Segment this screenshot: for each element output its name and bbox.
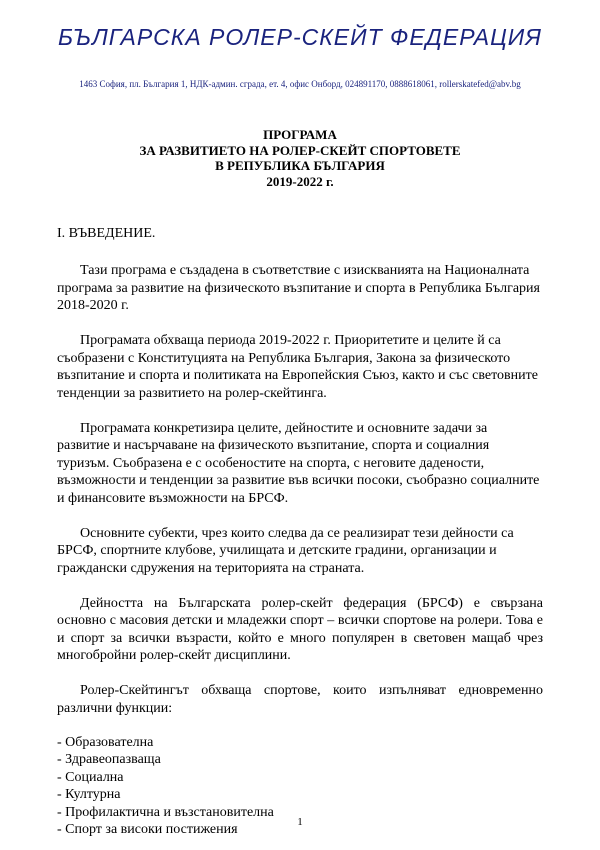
paragraph: Ролер-Скейтингът обхваща спортове, които изпълняват едновременно различни функции: [57,683,543,716]
paragraph: Тази програма е създадена в съответствие с изискванията на Националната програма за развитие на физическото възпитание и спорта в Република България 2018-2020 г. [57,263,540,313]
federation-address: 1463 София, пл. България 1, НДК-админ. сграда, ет. 4, офис Онборд, 024891170, 0888618061, rollerskatefed@abv.bg [79,79,521,89]
list-item: - Културна [57,787,121,802]
list-item: - Образователна [57,734,154,750]
paragraph: Програмата конкретизира целите, дейностите и основните задачи за развитие и насърчаване на физическото възпитание, спорта и социалния туризъм. Съобразена е с особеностите на спорта, с неговите дадености, възможности и тенденции за развитие във всички посоки, съобразно социалните и финансовите възможности на БРСФ. [57,420,540,506]
list-item: - Спорт за високи постижения [57,822,238,837]
paragraph: Дейността на Българската ролер-скейт федерация (БРСФ) е свързана основно с масовия детски и младежки спорт – всички спортове на ролери. Това е и спорт за всички възрасти, който е много популярен в световен мащаб чрез многобройни ролер-скейт дисциплини. [57,595,543,663]
paragraph: Основните субекти, чрез които следва да се реализират тези дейности са БРСФ, спортните клубове, училищата и детските градини, организации и граждански сдружения на територията на страната. [57,525,514,576]
list-item: - Здравеопазваща [57,752,161,767]
list-item: - Профилактична и възстановителна [57,804,274,820]
federation-title: БЪЛГАРСКА РОЛЕР-СКЕЙТ ФЕДЕРАЦИЯ [58,24,542,50]
document-body [57,262,543,839]
program-title-line-4: 2019-2022 г. [266,173,334,189]
program-title-line-3: В РЕПУБЛИКА БЪЛГАРИЯ [215,158,385,173]
list-item: - Социална [57,769,124,785]
program-title [0,127,600,189]
section-heading: I. ВЪВЕДЕНИЕ. [57,226,156,241]
page-number: 1 [297,816,303,828]
program-title-line-2: ЗА РАЗВИТИЕТО НА РОЛЕР-СКЕЙТ СПОРТОВЕТЕ [139,142,461,158]
paragraph: Програмата обхваща периода 2019-2022 г. Приоритетите и целите й са съобразени с Конституцията на Република България, Закона за физическото възпитание и спорта и политиката на Европейския Съюз, както и със световните тенденции за развитието на ролер-скейтинга. [57,333,538,401]
program-title-line-1: ПРОГРАМА [263,127,337,142]
